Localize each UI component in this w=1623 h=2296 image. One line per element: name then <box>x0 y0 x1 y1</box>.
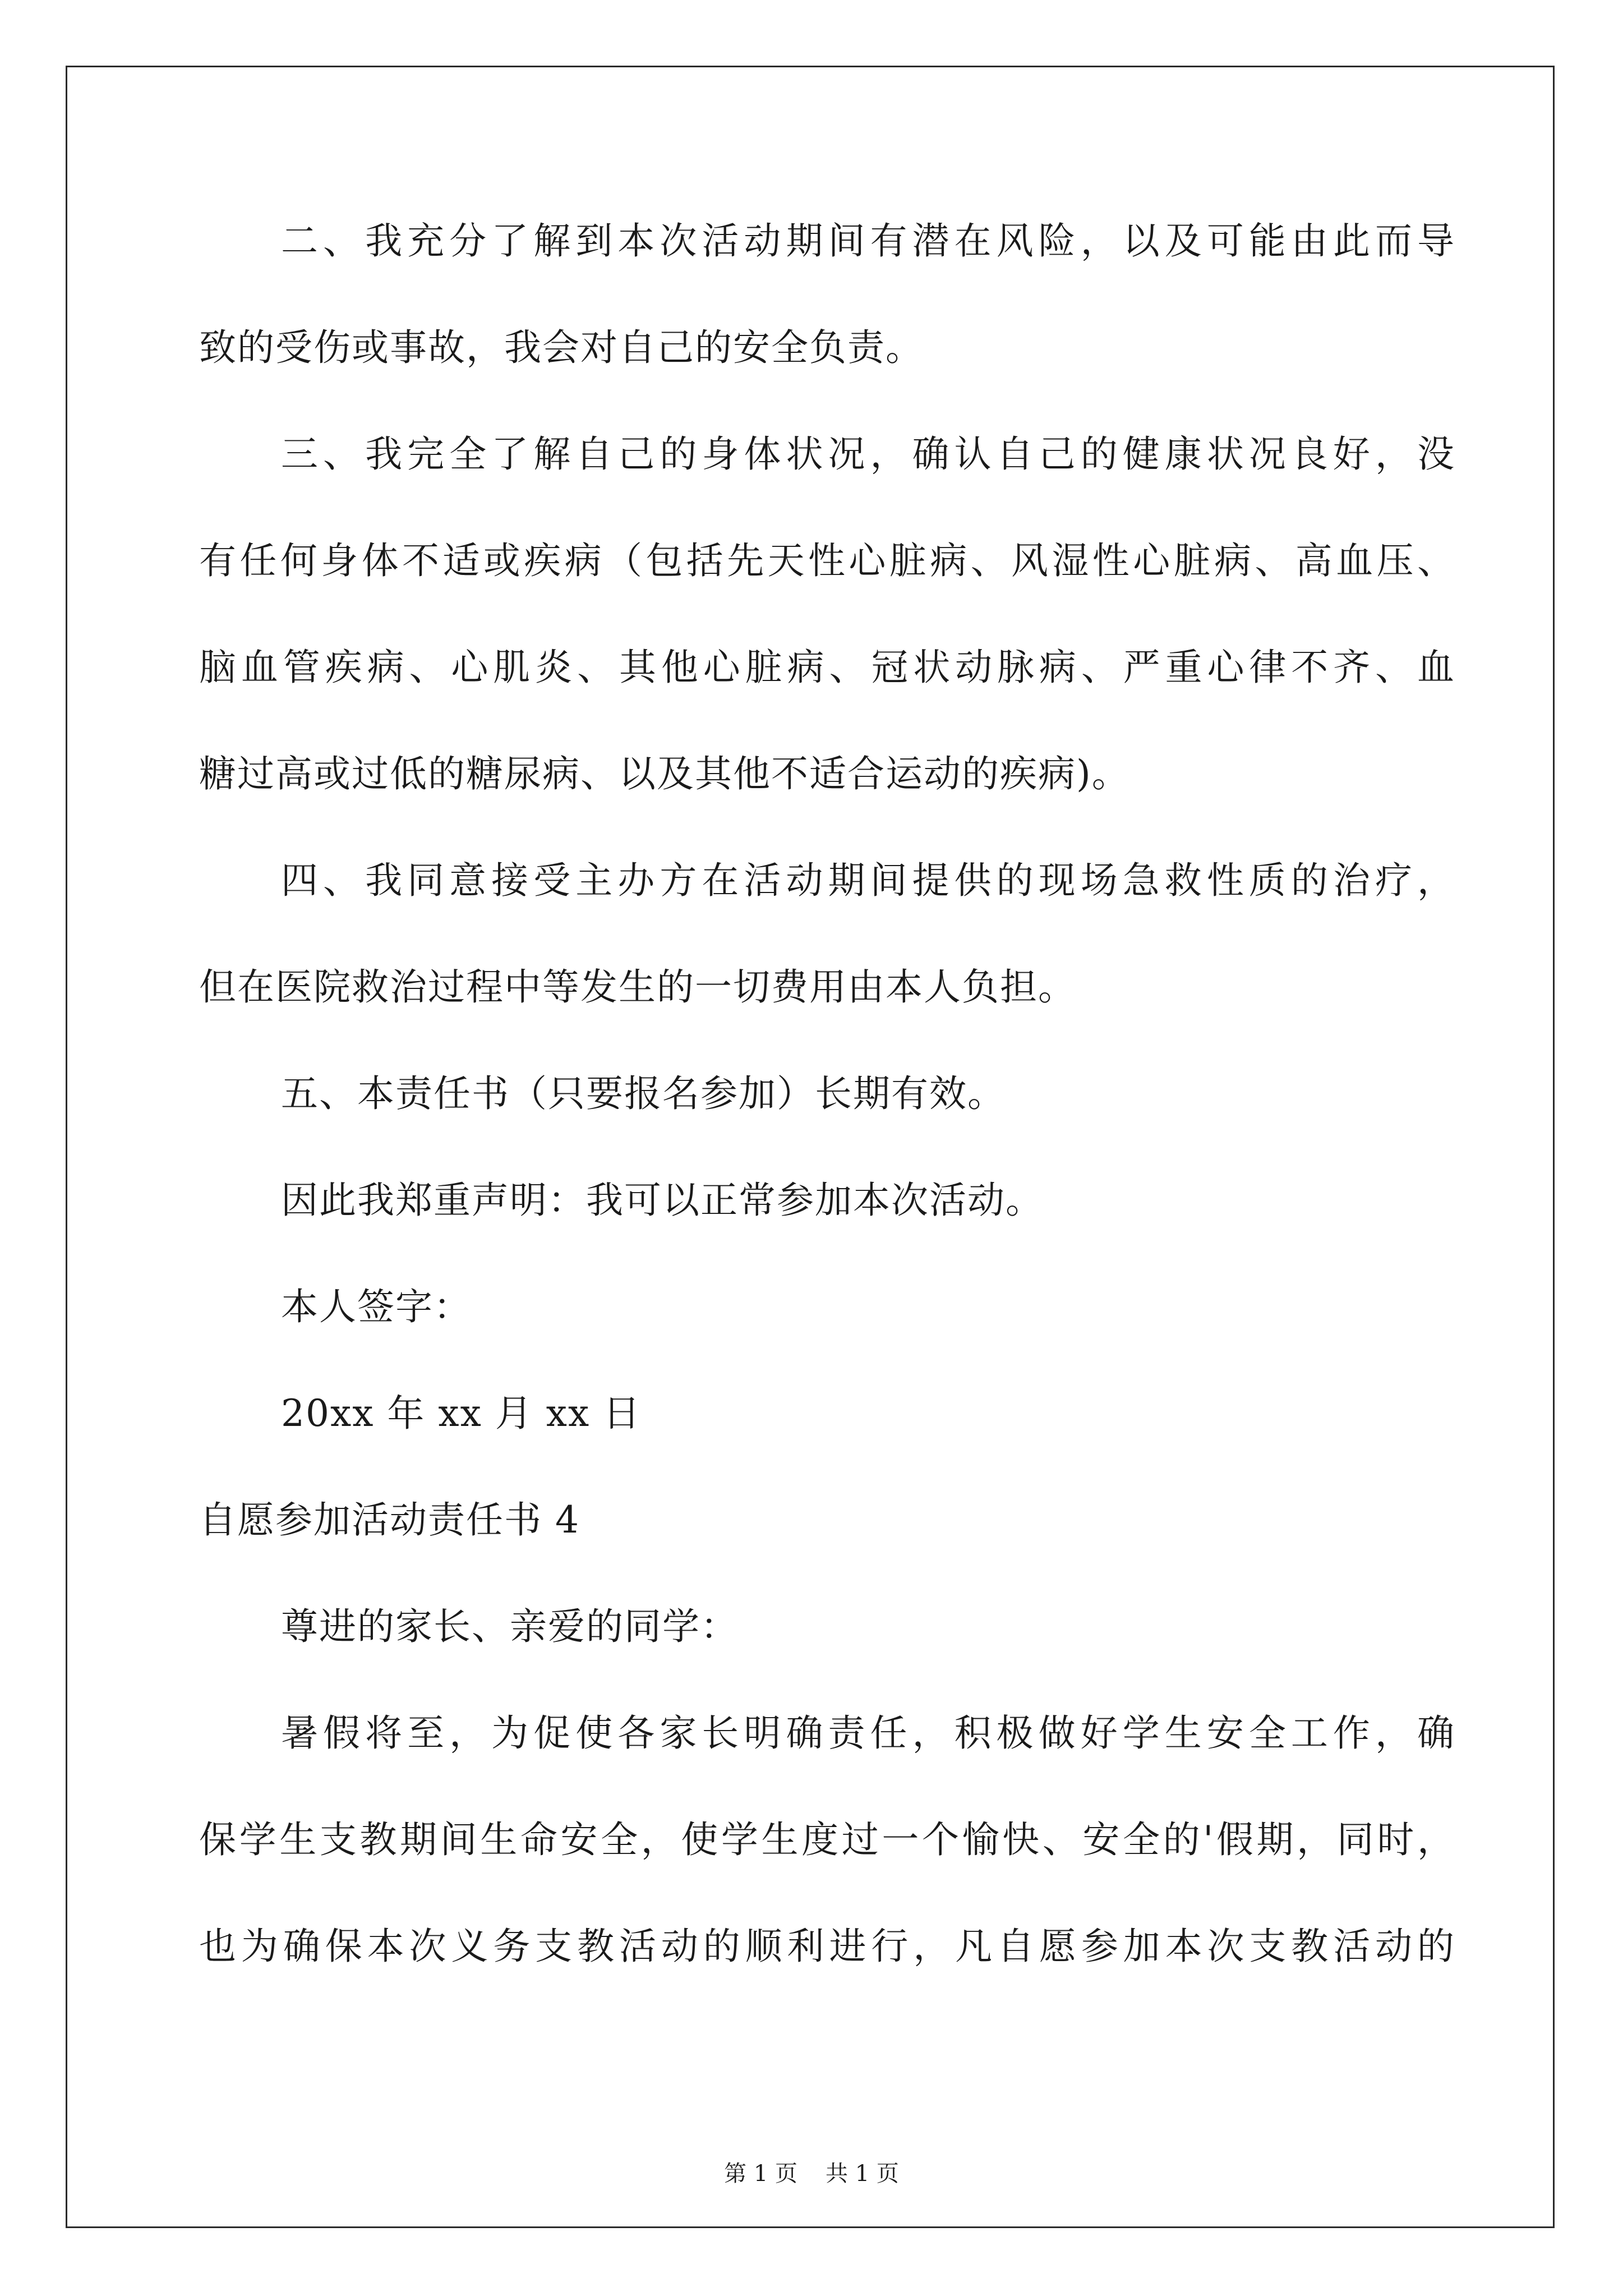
paragraph-4-line-1: 四、我同意接受主办方在活动期间提供的现场急救性质的治疗， <box>281 859 1455 902</box>
signature-label: 本人签字： <box>281 1285 472 1328</box>
body-paragraph-line-2: 保学生支教期间生命安全，使学生度过一个愉快、安全的'假期，同时， <box>199 1818 1455 1861</box>
page-total: 共 1 页 <box>826 2161 899 2187</box>
page-border <box>66 66 1555 2228</box>
paragraph-3-line-4: 糖过高或过低的糖尿病、以及其他不适合运动的疾病)。 <box>199 752 1130 795</box>
salutation: 尊进的家长、亲爱的同学： <box>281 1605 739 1648</box>
paragraph-2-line-1: 二、我充分了解到本次活动期间有潜在风险，以及可能由此而导 <box>281 219 1455 263</box>
page-number: 第 1 页 <box>724 2161 797 2187</box>
paragraph-3-line-3: 脑血管疾病、心肌炎、其他心脏病、冠状动脉病、严重心律不齐、血 <box>199 646 1455 689</box>
section-heading: 自愿参加活动责任书 4 <box>199 1498 580 1542</box>
paragraph-3-line-1: 三、我完全了解自己的身体状况，确认自己的健康状况良好，没 <box>281 432 1455 476</box>
paragraph-2-line-2: 致的受伤或事故，我会对自己的安全负责。 <box>199 326 924 369</box>
paragraph-4-line-2: 但在医院救治过程中等发生的一切费用由本人负担。 <box>199 965 1076 1009</box>
body-paragraph-line-1: 暑假将至，为促使各家长明确责任，积极做好学生安全工作，确 <box>281 1711 1455 1755</box>
body-paragraph-line-3: 也为确保本次义务支教活动的顺利进行，凡自愿参加本次支教活动的 <box>199 1925 1455 1968</box>
paragraph-3-line-2: 有任何身体不适或疾病（包括先天性心脏病、风湿性心脏病、高血压、 <box>199 539 1455 582</box>
date-line: 20xx 年 xx 月 xx 日 <box>281 1392 642 1435</box>
declaration: 因此我郑重声明：我可以正常参加本次活动。 <box>281 1179 1044 1222</box>
paragraph-5: 五、本责任书（只要报名参加）长期有效。 <box>281 1072 1006 1115</box>
page-footer <box>0 2160 1623 2188</box>
